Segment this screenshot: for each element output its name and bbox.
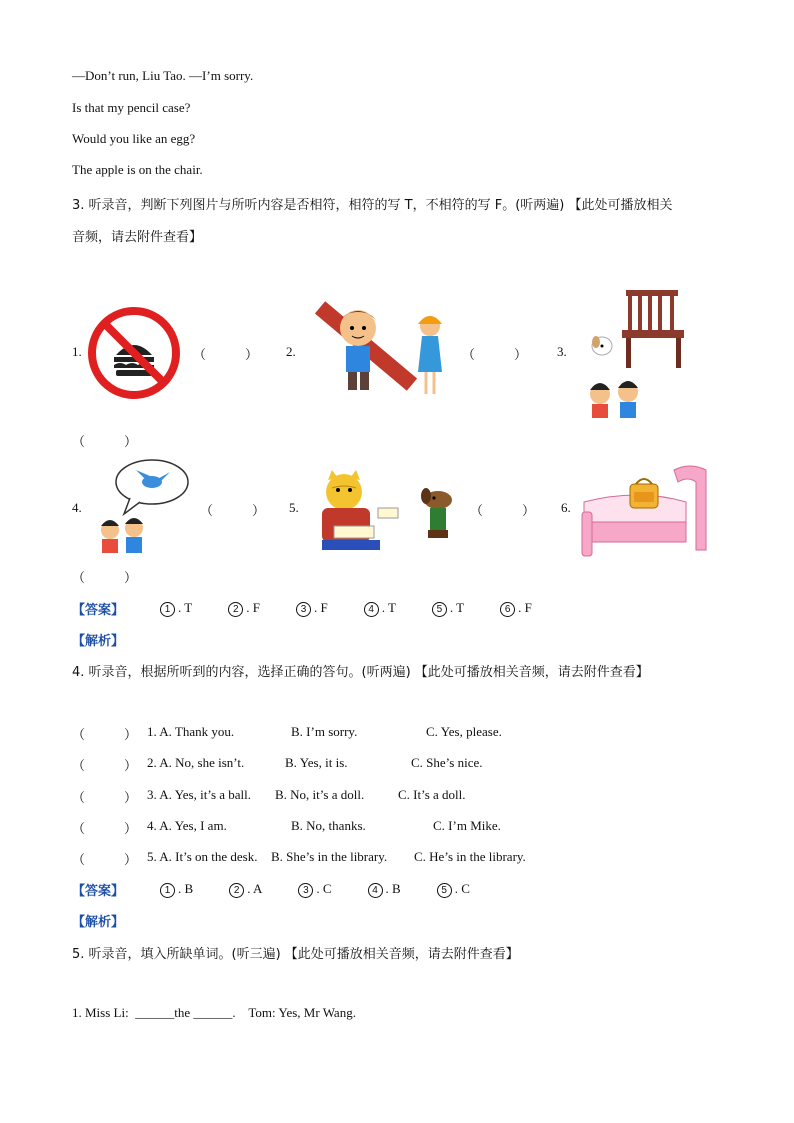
- answer-number: 5: [437, 883, 452, 898]
- answer-number: 6: [500, 602, 515, 617]
- text-line: The apple is on the chair.: [72, 162, 203, 177]
- q4-answer-row: [72, 880, 470, 899]
- q4-option-c: C. Yes, please.: [426, 724, 502, 739]
- answer-value: . T: [449, 600, 465, 615]
- answer-number: 1: [160, 883, 175, 898]
- item-label: 5.: [289, 500, 299, 515]
- q4-option-a: 5. A. It’s on the desk.: [147, 849, 258, 864]
- q4-option-a: 4. A. Yes, I am.: [147, 818, 227, 833]
- item-label: 1.: [72, 344, 82, 359]
- answer-number: 1: [160, 602, 175, 617]
- answer-number: 2: [229, 883, 244, 898]
- q4-title: 4. 听录音，根据所听到的内容，选择正确的答句。(听两遍) 【此处可播放相关音频，请去附件查看】: [72, 665, 649, 680]
- item-label: 4.: [72, 500, 82, 515]
- answer-value: . A: [247, 881, 263, 896]
- q4-option-b: B. No, thanks.: [291, 818, 366, 833]
- answer-value: . C: [316, 881, 332, 896]
- text-line: —Don’t run, Liu Tao. —I’m sorry.: [72, 68, 254, 83]
- answer-value: . F: [313, 600, 328, 615]
- answer-blank: （ ）: [72, 434, 138, 449]
- answer-value: . F: [246, 600, 260, 615]
- answer-tag: 【答案】: [72, 884, 125, 899]
- answer-number: 5: [432, 602, 447, 617]
- answer-value: . C: [454, 881, 470, 896]
- answer-value: . B: [178, 881, 194, 896]
- q4-option-a: 3. A. Yes, it’s a ball.: [147, 787, 252, 802]
- answer-blank: （ ）: [72, 790, 138, 805]
- answer-value: . T: [381, 600, 396, 615]
- answer-value: . B: [385, 881, 401, 896]
- q5-line-1: 1. Miss Li: ______the ______. Tom: Yes, Mr Wang.: [72, 1005, 356, 1020]
- answer-number: 4: [368, 883, 383, 898]
- item-label: 2.: [286, 344, 296, 359]
- answer-blank: （ ）: [72, 758, 138, 773]
- answer-blank: （ ）: [72, 727, 138, 742]
- boy-ruler-girl-image: [300, 298, 460, 406]
- answer-number: 2: [228, 602, 243, 617]
- answer-blank: （ ）: [200, 503, 266, 518]
- q4-option-a: 2. A. No, she isn’t.: [147, 755, 245, 770]
- answer-tag: 【答案】: [72, 603, 125, 618]
- q3-title: 3. 听录音，判断下列图片与所听内容是否相符，相符的写 T，不相符的写 F。(听两遍) 【此处可播放相关: [72, 198, 673, 213]
- q4-option-b: B. No, it’s a doll.: [275, 787, 365, 802]
- analysis-tag: 【解析】: [72, 634, 125, 649]
- q5-title: 5. 听录音，填入所缺单词。(听三遍) 【此处可播放相关音频，请去附件查看】: [72, 947, 519, 962]
- q4-option-c: C. It’s a doll.: [398, 787, 466, 802]
- answer-blank: （ ）: [462, 347, 528, 362]
- bird-speech-girls-image: [90, 458, 200, 558]
- cat-dog-image: [308, 470, 468, 552]
- answer-number: 3: [296, 602, 311, 617]
- answer-value: . T: [178, 600, 193, 615]
- answer-number: 3: [298, 883, 313, 898]
- no-hamburger-image: [86, 305, 182, 401]
- analysis-tag: 【解析】: [72, 915, 125, 930]
- q4-option-c: C. I’m Mike.: [433, 818, 501, 833]
- q3-title-cont: 音频，请去附件查看】: [72, 230, 203, 245]
- answer-blank: （ ）: [193, 347, 259, 362]
- text-line: Would you like an egg?: [72, 131, 196, 146]
- q4-option-b: B. Yes, it is.: [285, 755, 348, 770]
- q4-option-a: 1. A. Thank you.: [147, 724, 235, 739]
- q4-option-c: C. She’s nice.: [411, 755, 483, 770]
- answer-blank: （ ）: [72, 821, 138, 836]
- answer-value: . F: [518, 600, 532, 615]
- item-label: 3.: [557, 344, 567, 359]
- answer-blank: （ ）: [72, 852, 138, 867]
- answer-blank: （ ）: [72, 570, 138, 585]
- q4-option-b: B. I’m sorry.: [291, 724, 358, 739]
- bed-bag-image: [578, 462, 712, 560]
- q4-option-c: C. He’s in the library.: [414, 849, 526, 864]
- text-line: Is that my pencil case?: [72, 100, 191, 115]
- q3-answer-row: [72, 599, 532, 618]
- item-label: 6.: [561, 500, 571, 515]
- q4-option-b: B. She’s in the library.: [271, 849, 388, 864]
- answer-blank: （ ）: [470, 503, 536, 518]
- answer-number: 4: [364, 602, 379, 617]
- chair-dog-girls-image: [580, 290, 690, 420]
